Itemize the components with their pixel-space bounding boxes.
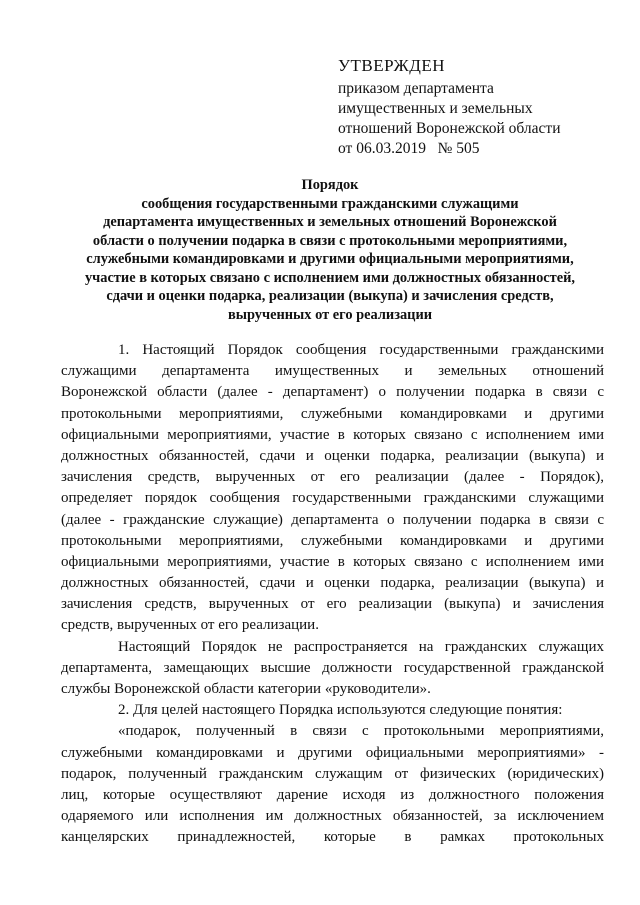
text-line: Воронежской области (далее - департамент) о получении подарка в связи с: [61, 384, 604, 401]
text-line: служащими департамента имущественных и земельных отношений: [61, 363, 604, 380]
text-line: должностных обязанностей, сдачи и оценки подарка, реализации (выкупа) и: [61, 575, 604, 592]
approval-line: имущественных и земельных: [338, 100, 533, 117]
title-line: вырученных от его реализации: [227, 306, 433, 323]
title-line: области о получении подарка в связи с протокольными мероприятиями,: [92, 232, 568, 249]
title-line: сообщения государственными гражданскими служащими: [141, 195, 519, 212]
title-heading: Порядок: [301, 177, 359, 193]
paragraph-2: [61, 637, 604, 701]
approval-title: УТВЕРЖДЕН: [338, 56, 445, 75]
text-line: одаряемого или исполнения им должностных обязанностей, за исключением: [61, 808, 604, 825]
text-line: «подарок, полученный в связи с протокольными мероприятиями,: [118, 723, 604, 740]
title-line: служебными командировками и другими официальными мероприятиями,: [86, 251, 574, 267]
title-line: участие в которых связано с исполнением ими должностных обязанностей,: [84, 269, 576, 286]
text-line: лиц, которые осуществляют дарение исходя из должностного положения: [61, 786, 604, 803]
title-line: департамента имущественных и земельных отношений Воронежской: [103, 214, 557, 230]
approval-order-number: от 06.03.2019 № 505: [338, 140, 480, 157]
text-line: должностных обязанностей, сдачи и оценки подарка, реализации (выкупа) и: [61, 447, 604, 464]
text-line: официальными мероприятиями, участие в которых связано с исполнением ими: [61, 426, 604, 443]
text-line: канцелярских принадлежностей, которые в рамках протокольных: [61, 829, 604, 846]
text-line: протокольными мероприятиями, служебными командировками и другими: [61, 532, 604, 549]
approval-stamp: [338, 56, 598, 159]
paragraph-3: [118, 700, 604, 721]
text-line: средств, вырученных от его реализации.: [61, 617, 319, 634]
document-body: [61, 340, 604, 849]
text-line: зачисления средств, вырученных от его реализации (выкупа) и зачисления: [61, 596, 604, 613]
document-title: [60, 176, 600, 324]
text-line: Настоящий Порядок не распространяется на гражданских служащих: [118, 638, 604, 655]
text-line: (далее - гражданские служащие) департамента о получении подарка в связи с: [61, 511, 604, 528]
text-line: департамента, замещающих высшие должности государственной гражданской: [61, 659, 604, 676]
text-line: официальными мероприятиями, участие в которых связано с исполнением ими: [61, 553, 604, 570]
text-line: 1. Настоящий Порядок сообщения государственными гражданскими: [118, 342, 604, 358]
text-line: подарок, полученный гражданским служащим от физических (юридических): [61, 765, 604, 782]
text-line: зачисления средств, вырученных от его реализации (далее - Порядок),: [61, 469, 604, 486]
title-line: сдачи и оценки подарка, реализации (выкупа) и зачисления средств,: [106, 288, 554, 304]
text-line: определяет порядок сообщения государственными гражданскими служащими: [61, 490, 604, 507]
text-line: 2. Для целей настоящего Порядка используются следующие понятия:: [118, 702, 563, 719]
approval-line: приказом департамента: [338, 80, 494, 97]
text-line: службы Воронежской области категории «руководители».: [61, 681, 431, 697]
approval-line: отношений Воронежской области: [338, 120, 561, 137]
paragraph-1: [61, 340, 604, 637]
paragraph-4: [61, 721, 604, 848]
text-line: протокольными мероприятиями, служебными командировками и другими: [61, 405, 604, 422]
text-line: служебными командировками и другими официальными мероприятиями» -: [61, 744, 604, 761]
